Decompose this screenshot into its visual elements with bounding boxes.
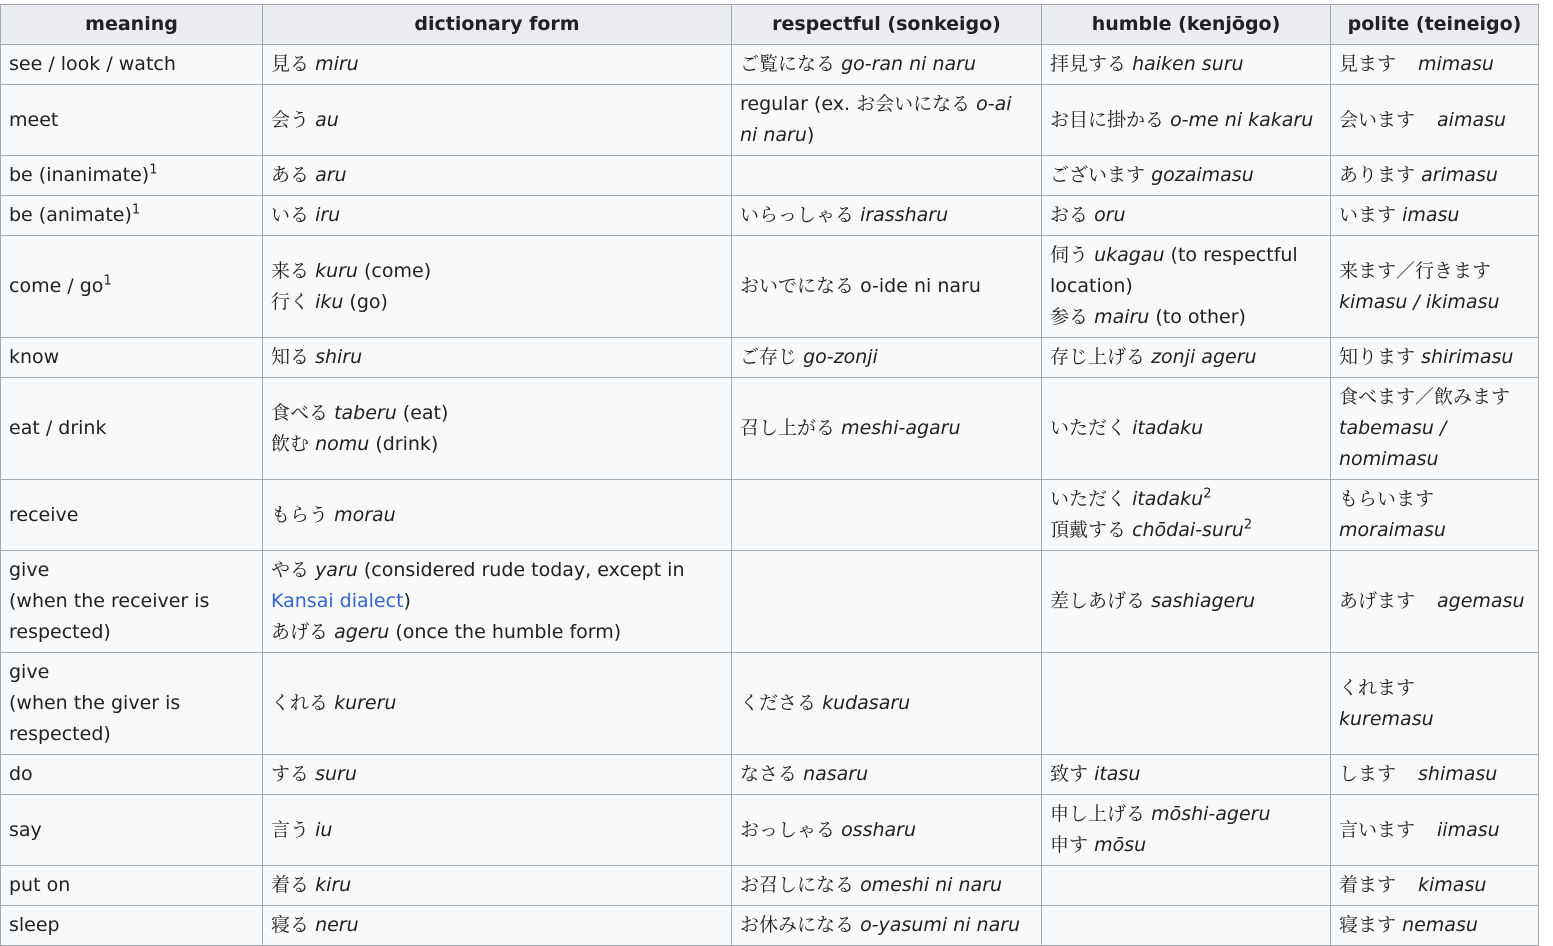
- dictionary-cell: いる iru: [263, 196, 732, 236]
- meaning-cell: do: [1, 755, 263, 795]
- table-row: [1, 866, 1539, 906]
- humble-cell: [1042, 906, 1331, 946]
- polite-cell: します shimasu: [1331, 755, 1539, 795]
- humble-cell: [1042, 653, 1331, 755]
- table-row: [1, 156, 1539, 196]
- header-respectful: respectful (sonkeigo): [732, 5, 1042, 45]
- footnote-ref[interactable]: 1: [149, 162, 158, 178]
- footnote-ref[interactable]: 2: [1243, 517, 1253, 533]
- table-row: [1, 906, 1539, 946]
- dictionary-cell: 来る kuru (come) 行く iku (go): [263, 236, 732, 338]
- table-row: [1, 236, 1539, 338]
- meaning-cell: be (animate)$^1$: [1, 196, 263, 236]
- respectful-cell: いらっしゃる irassharu: [732, 196, 1042, 236]
- dictionary-cell: 食べる taberu (eat) 飲む nomu (drink): [263, 378, 732, 480]
- meaning-cell: sleep: [1, 906, 263, 946]
- dictionary-cell: やる yaru (considered rude today, except in Kansai dialect) あげる ageru (once the humble form): [263, 551, 732, 653]
- table-row: [1, 480, 1539, 551]
- respectful-cell: おいでになる o-ide ni naru: [732, 236, 1042, 338]
- meaning-cell: give (when the giver is respected): [1, 653, 263, 755]
- humble-cell: [1042, 866, 1331, 906]
- respectful-cell: お休みになる o-yasumi ni naru: [732, 906, 1042, 946]
- respectful-cell: お召しになる omeshi ni naru: [732, 866, 1042, 906]
- table-row: [1, 338, 1539, 378]
- polite-cell: あげます agemasu: [1331, 551, 1539, 653]
- kansai-dialect-link[interactable]: Kansai dialect: [271, 590, 404, 612]
- polite-cell: 言います iimasu: [1331, 795, 1539, 866]
- respectful-cell: ご存じ go-zonji: [732, 338, 1042, 378]
- respectful-cell: なさる nasaru: [732, 755, 1042, 795]
- meaning-cell: receive: [1, 480, 263, 551]
- dictionary-cell: くれる kureru: [263, 653, 732, 755]
- dictionary-cell: 知る shiru: [263, 338, 732, 378]
- table-row: [1, 85, 1539, 156]
- polite-cell: 寝ます nemasu: [1331, 906, 1539, 946]
- polite-cell: います imasu: [1331, 196, 1539, 236]
- table-row: [1, 45, 1539, 85]
- footnote-ref[interactable]: 2: [1203, 486, 1212, 502]
- dictionary-cell: 見る miru: [263, 45, 732, 85]
- humble-cell: お目に掛かる o-me ni kakaru: [1042, 85, 1331, 156]
- table-row: [1, 378, 1539, 480]
- polite-cell: あります arimasu: [1331, 156, 1539, 196]
- meaning-cell: say: [1, 795, 263, 866]
- meaning-cell: know: [1, 338, 263, 378]
- header-meaning: meaning: [1, 5, 263, 45]
- humble-cell: ございます gozaimasu: [1042, 156, 1331, 196]
- humble-cell: いただく itadaku: [1042, 378, 1331, 480]
- header-row: [1, 5, 1539, 45]
- meaning-cell: give (when the receiver is respected): [1, 551, 263, 653]
- respectful-cell: [732, 551, 1042, 653]
- meaning-cell: come / $go^1$: [1, 236, 263, 338]
- respectful-cell: [732, 480, 1042, 551]
- polite-cell: 着ます kimasu: [1331, 866, 1539, 906]
- polite-cell: 来ます／行きます kimasu / ikimasu: [1331, 236, 1539, 338]
- humble-cell: 申し上げる mōshi-ageru 申す mōsu: [1042, 795, 1331, 866]
- dictionary-cell: 言う iu: [263, 795, 732, 866]
- header-polite: polite (teineigo): [1331, 5, 1539, 45]
- polite-cell: 食べます／飲みます tabemasu / nomimasu: [1331, 378, 1539, 480]
- polite-cell: 見ます mimasu: [1331, 45, 1539, 85]
- meaning-cell: see / look / watch: [1, 45, 263, 85]
- dictionary-cell: ある aru: [263, 156, 732, 196]
- polite-cell: 会います aimasu: [1331, 85, 1539, 156]
- dictionary-cell: する suru: [263, 755, 732, 795]
- table-row: [1, 196, 1539, 236]
- polite-cell: もらいます moraimasu: [1331, 480, 1539, 551]
- polite-cell: くれますkuremasu: [1331, 653, 1539, 755]
- respectful-cell: おっしゃる ossharu: [732, 795, 1042, 866]
- table-row: [1, 551, 1539, 653]
- humble-cell: おる oru: [1042, 196, 1331, 236]
- humble-cell: いただく itadaku$^2$ 頂戴する chōdai-suru$^2$: [1042, 480, 1331, 551]
- respectful-cell: regular (ex. お会いになる o-ai ni naru): [732, 85, 1042, 156]
- meaning-cell: eat / drink: [1, 378, 263, 480]
- humble-cell: 拝見する haiken suru: [1042, 45, 1331, 85]
- respectful-cell: 召し上がる meshi-agaru: [732, 378, 1042, 480]
- meaning-cell: put on: [1, 866, 263, 906]
- humble-cell: 伺う ukagau (to respectful location) 参る mairu (to other): [1042, 236, 1331, 338]
- respectful-cell: ご覧になる go-ran ni naru: [732, 45, 1042, 85]
- meaning-cell: meet: [1, 85, 263, 156]
- keigo-table: [0, 4, 1539, 946]
- respectful-cell: くださる kudasaru: [732, 653, 1042, 755]
- meaning-cell: be (inanimate)$^1$: [1, 156, 263, 196]
- respectful-cell: [732, 156, 1042, 196]
- dictionary-cell: もらう morau: [263, 480, 732, 551]
- table-row: [1, 653, 1539, 755]
- header-dictionary-form: dictionary form: [263, 5, 732, 45]
- dictionary-cell: 着る kiru: [263, 866, 732, 906]
- humble-cell: 存じ上げる zonji ageru: [1042, 338, 1331, 378]
- table-row: [1, 755, 1539, 795]
- table-row: [1, 795, 1539, 866]
- humble-cell: 差しあげる sashiageru: [1042, 551, 1331, 653]
- polite-cell: 知ります shirimasu: [1331, 338, 1539, 378]
- dictionary-cell: 寝る neru: [263, 906, 732, 946]
- footnote-ref[interactable]: 1: [131, 202, 141, 218]
- footnote-ref[interactable]: 1: [103, 273, 112, 289]
- header-humble: humble (kenjōgo): [1042, 5, 1331, 45]
- humble-cell: 致す itasu: [1042, 755, 1331, 795]
- dictionary-cell: 会う au: [263, 85, 732, 156]
